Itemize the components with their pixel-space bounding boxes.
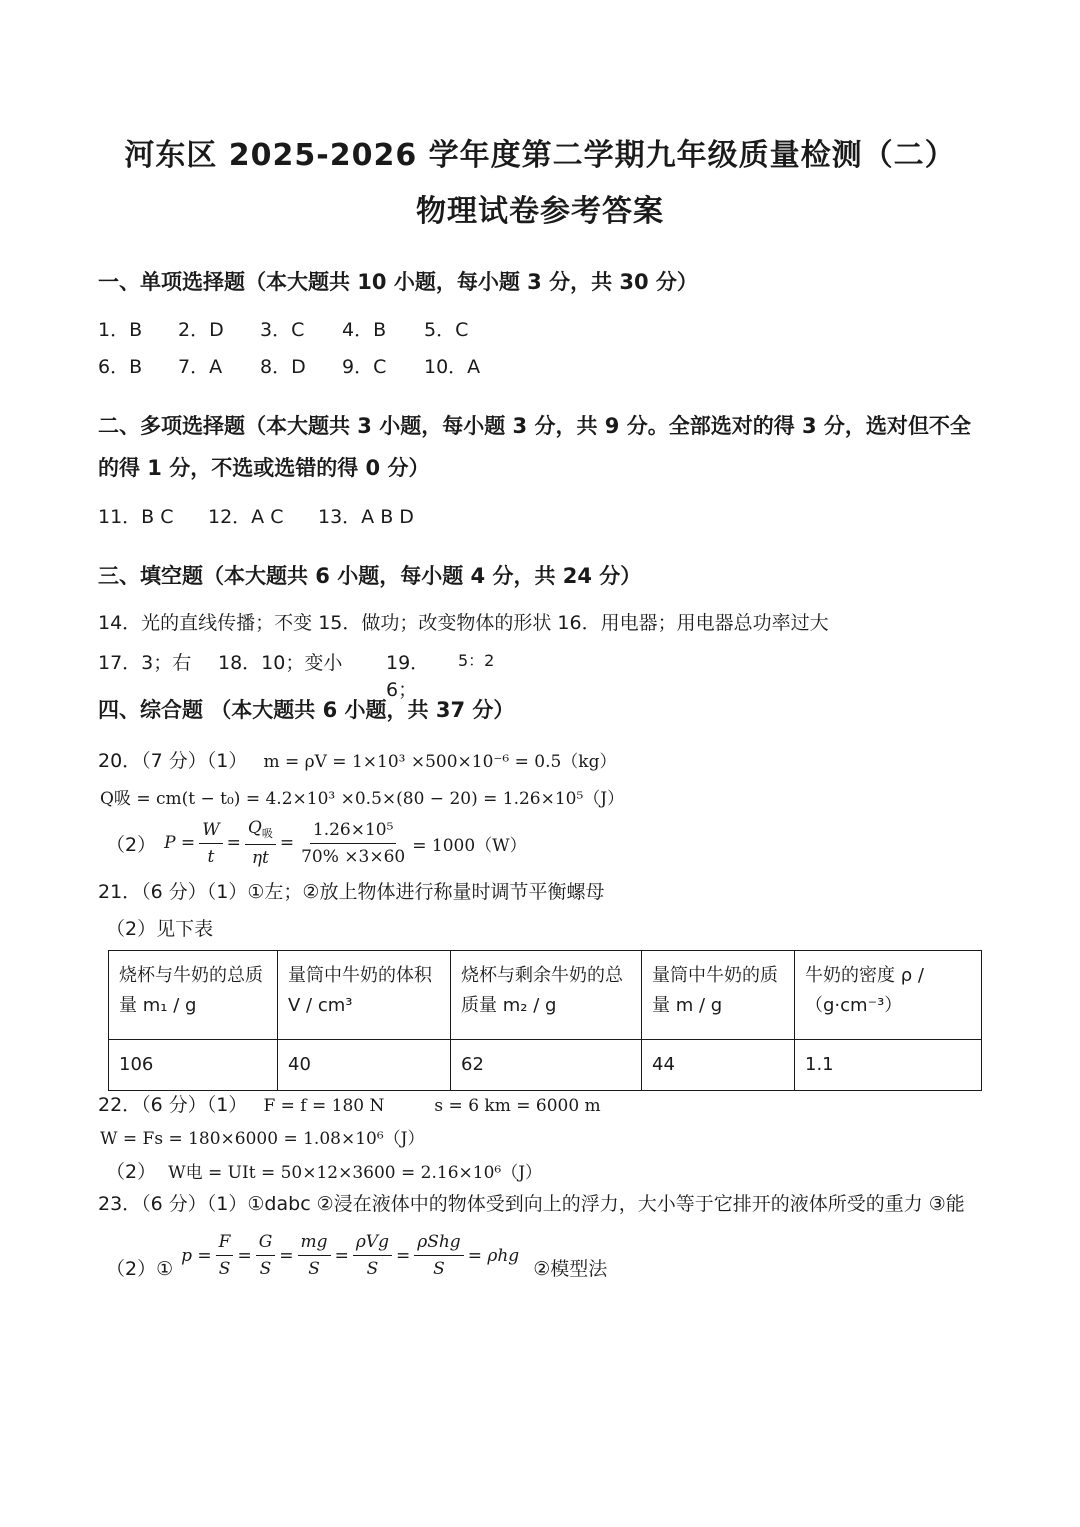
answer-item: 19．6； bbox=[386, 652, 430, 701]
q20-equation-heat: Q吸 = cm(t − t₀) = 4.2×10³ ×0.5×(80 − 20) = 1.26×10⁵（J） bbox=[100, 789, 625, 809]
answer-item: 11．B C bbox=[98, 506, 174, 528]
section3-line1: 14．光的直线传播；不变 15．做功；改变物体的形状 16．用电器；用电器总功率过大 bbox=[98, 612, 829, 634]
answer-item: 17．3；右 bbox=[98, 652, 192, 674]
table-cell: 44 bbox=[642, 1040, 795, 1091]
q20-equation-mass: m = ρV = 1×10³ ×500×10⁻⁶ = 0.5（kg） bbox=[263, 752, 617, 772]
fraction-numeric: $\frac{\text{1.26×10⁵}}{70\% \times 3\times 60}$ bbox=[301, 819, 406, 867]
answer-item: 2．D bbox=[178, 319, 224, 341]
q20-line1 bbox=[98, 746, 617, 773]
section1-answers-row1 bbox=[98, 315, 506, 342]
page-subtitle: 物理试卷参考答案 bbox=[416, 194, 664, 229]
fraction-rhoshg-over-s: $\frac{\text{ρShg}}{S}$ bbox=[414, 1232, 463, 1279]
answer-item: 6．B bbox=[98, 356, 143, 378]
answer-item: 5：2 bbox=[458, 651, 495, 670]
table-header-row bbox=[109, 951, 982, 1040]
section2-heading-line2: 的得 1 分，不选或选错的得 0 分） bbox=[98, 456, 430, 480]
q22-equation-electric-work: W电 = UIt = 50×12×3600 = 2.16×10⁶（J） bbox=[168, 1163, 543, 1183]
section4-heading: 四、综合题 （本大题共 6 小题，共 37 分） bbox=[98, 698, 515, 722]
answer-item: 10．A bbox=[424, 356, 481, 378]
table-header-cell: 量筒中牛奶的体积 V / cm³ bbox=[278, 951, 451, 1040]
table-header-cell: 牛奶的密度 ρ /（g·cm⁻³） bbox=[795, 951, 982, 1040]
q23-line1: 23．（6 分）（1）①dabc ②浸在液体中的物体受到向上的浮力，大小等于它排开的液体所受的重力 ③能 bbox=[98, 1193, 965, 1215]
fraction-mg-over-s: $\frac{mg}{S}$ bbox=[298, 1232, 331, 1279]
section1-answers-row2 bbox=[98, 352, 506, 379]
table-cell: 1.1 bbox=[795, 1040, 982, 1091]
q23-line2: （2）① p = $\frac{F}{S}$ = $\frac{G}{S}$ = $\frac{mg}{S}$ = $\frac{\text{ρVg}}{S}$ = $\frac{\text{ρShg}}{S}$ = ρhg ②模型法 bbox=[106, 1232, 608, 1280]
q20-line3: （2） P = $\frac{W}{t}$ = $\frac{Q_吸}{\eta t}$ = $\frac{\text{1.26×10⁵}}{70\% \times 3\times 60}$ = 1000（W） bbox=[106, 818, 527, 868]
q21-line1: 21．（6 分）（1）①左；②放上物体进行称量时调节平衡螺母 bbox=[98, 881, 605, 903]
milk-density-table bbox=[108, 950, 982, 1091]
answer-item: 7．A bbox=[178, 356, 223, 378]
answer-item: 3．C bbox=[260, 319, 305, 341]
q20-part2-label: （2） bbox=[106, 833, 157, 856]
section2-heading-line1: 二、多项选择题（本大题共 3 小题，每小题 3 分，共 9 分。全部选对的得 3 分，选对但不全 bbox=[98, 414, 971, 438]
fraction-f-over-s: $\frac{F}{S}$ bbox=[216, 1232, 234, 1279]
table-header-cell: 烧杯与牛奶的总质量 m₁ / g bbox=[109, 951, 278, 1040]
q23-part2-label: （2）① bbox=[106, 1258, 174, 1280]
q21-line2: （2）见下表 bbox=[106, 918, 214, 940]
answer-item: 12．A C bbox=[208, 506, 284, 528]
power-symbol: P = bbox=[164, 833, 196, 853]
section2-answers bbox=[98, 502, 448, 529]
answer-item: 18．10；变小 bbox=[218, 652, 343, 674]
answer-item: 5．C bbox=[424, 319, 469, 341]
q22-part2-label: （2） bbox=[106, 1161, 157, 1183]
q22-equation-force: F = f = 180 N bbox=[263, 1096, 385, 1116]
q20-label: 20．（7 分）（1） bbox=[98, 750, 248, 772]
q23-model-method: ②模型法 bbox=[533, 1258, 608, 1280]
answer-item: 1．B bbox=[98, 319, 143, 341]
table-cell: 62 bbox=[451, 1040, 642, 1091]
q22-equation-distance: s = 6 km = 6000 m bbox=[434, 1096, 601, 1116]
table-header-cell: 烧杯与剩余牛奶的总质量 m₂ / g bbox=[451, 951, 642, 1040]
table-cell: 106 bbox=[109, 1040, 278, 1091]
answer-item: 13．A B D bbox=[318, 506, 414, 528]
section1-heading: 一、单项选择题（本大题共 10 小题，每小题 3 分，共 30 分） bbox=[98, 270, 698, 294]
fraction-q-over-eta-t: $\frac{Q_吸}{\eta t}$ bbox=[245, 818, 276, 868]
table-row bbox=[109, 1040, 982, 1091]
table-cell: 40 bbox=[278, 1040, 451, 1091]
answer-item: 4．B bbox=[342, 319, 387, 341]
q20-power-result: = 1000（W） bbox=[412, 835, 527, 856]
fraction-rhovg-over-s: $\frac{\text{ρVg}}{S}$ bbox=[353, 1232, 392, 1279]
table-header-cell: 量筒中牛奶的质量 m / g bbox=[642, 951, 795, 1040]
fraction-g-over-s: $\frac{G}{S}$ bbox=[256, 1232, 276, 1279]
answer-item: 9．C bbox=[342, 356, 387, 378]
fraction-w-over-t: $\frac{W}{t}$ bbox=[199, 820, 222, 867]
page-title: 河东区 2025-2026 学年度第二学期九年级质量检测（二） bbox=[124, 138, 956, 173]
q22-line1 bbox=[98, 1090, 601, 1117]
q22-equation-work: W = Fs = 180×6000 = 1.08×10⁶（J） bbox=[100, 1129, 425, 1149]
answer-item: 8．D bbox=[260, 356, 306, 378]
q22-line3 bbox=[106, 1157, 542, 1184]
q22-label: 22．（6 分）（1） bbox=[98, 1094, 248, 1116]
section3-heading: 三、填空题（本大题共 6 小题，每小题 4 分，共 24 分） bbox=[98, 564, 642, 588]
